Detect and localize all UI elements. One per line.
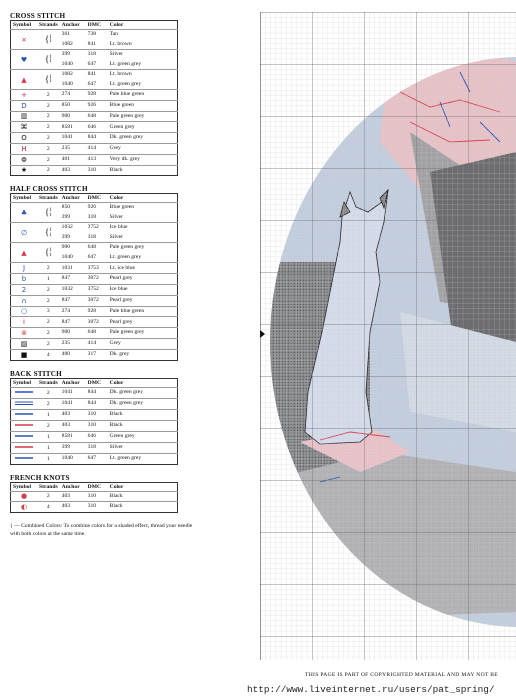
table-row bbox=[11, 243, 178, 263]
col-dmc: DMC bbox=[87, 483, 102, 490]
color-name-cell: Black bbox=[108, 502, 178, 513]
strands-cell: 2 bbox=[37, 295, 60, 306]
anchor-cell: 361 1082 bbox=[60, 30, 86, 50]
section-title: FRENCH KNOTS bbox=[10, 473, 70, 482]
cross-stitch-rows bbox=[11, 30, 178, 176]
color-name-cell: Pale green grey Lt. green grey bbox=[108, 243, 178, 263]
anchor-cell: 847 bbox=[60, 295, 86, 306]
table-row bbox=[11, 338, 178, 349]
col-dmc: DMC bbox=[87, 379, 102, 386]
color-name-cell: Pale green grey bbox=[108, 328, 178, 339]
col-symbol: Symbol bbox=[13, 483, 32, 490]
dmc-cell: 647 bbox=[86, 453, 108, 464]
cross-stitch-section bbox=[10, 12, 178, 176]
dmc-cell: 648 bbox=[86, 328, 108, 339]
stitch-symbol-icon: ♣ bbox=[11, 203, 38, 223]
dmc-cell: 3752 bbox=[86, 284, 108, 295]
anchor-cell: 900 bbox=[60, 328, 86, 339]
stitch-symbol-icon: D bbox=[11, 100, 38, 111]
backstitch-line-icon bbox=[11, 453, 38, 464]
col-anchor: Anchor bbox=[61, 22, 80, 28]
strands-cell: {1 1 bbox=[37, 223, 60, 243]
anchor-cell: 403 bbox=[60, 502, 86, 513]
strands-cell: 2 bbox=[37, 165, 60, 176]
table-row bbox=[11, 442, 178, 453]
dmc-cell: 648 bbox=[86, 111, 108, 122]
color-name-cell: Dk. green grey bbox=[108, 133, 178, 144]
dmc-cell: 413 bbox=[86, 154, 108, 165]
anchor-cell: 399 bbox=[60, 442, 86, 453]
strands-cell: 2 bbox=[37, 143, 60, 154]
dmc-cell: 646 bbox=[86, 431, 108, 442]
anchor-cell: 401 bbox=[60, 154, 86, 165]
table-row bbox=[11, 274, 178, 285]
col-color: Color bbox=[109, 483, 124, 490]
table-row bbox=[11, 90, 178, 101]
backstitch-line-icon bbox=[11, 431, 38, 442]
color-name-cell: Very dk. grey bbox=[108, 154, 178, 165]
dmc-cell: 414 bbox=[86, 338, 108, 349]
table-row bbox=[11, 317, 178, 328]
source-watermark: http://www.liveinternet.ru/users/pat_spring/ bbox=[247, 684, 495, 695]
strands-cell: 3 bbox=[37, 306, 60, 317]
strands-cell: 1 bbox=[37, 274, 60, 285]
backstitch-line-icon bbox=[11, 398, 38, 409]
strands-cell: {1 1 bbox=[37, 50, 60, 70]
stitch-symbol-icon: ● bbox=[11, 491, 38, 502]
dmc-cell: 310 bbox=[86, 491, 108, 502]
color-name-cell: Green grey bbox=[108, 122, 178, 133]
back-stitch-rows bbox=[11, 387, 178, 464]
anchor-cell: 1032 bbox=[60, 284, 86, 295]
color-name-cell: Blue green bbox=[108, 100, 178, 111]
strands-cell: 1 bbox=[37, 409, 60, 420]
strands-cell: 2 bbox=[37, 133, 60, 144]
color-name-cell: Grey bbox=[108, 143, 178, 154]
color-name-cell: Black bbox=[108, 491, 178, 502]
color-name-cell: Blue green Silver bbox=[108, 203, 178, 223]
stitch-symbol-icon: ▥ bbox=[11, 111, 38, 122]
table-row bbox=[11, 133, 178, 144]
stitch-symbol-icon: ○ bbox=[11, 306, 38, 317]
strands-cell: 2 bbox=[37, 111, 60, 122]
strands-cell: 2 bbox=[37, 317, 60, 328]
col-strands: Strands bbox=[39, 22, 58, 28]
header-row bbox=[11, 194, 178, 203]
color-name-cell: Grey bbox=[108, 338, 178, 349]
col-color: Color bbox=[109, 379, 124, 386]
dmc-cell: 844 bbox=[86, 387, 108, 398]
anchor-cell: 847 bbox=[60, 317, 86, 328]
dmc-cell: 646 bbox=[86, 122, 108, 133]
table-row bbox=[11, 111, 178, 122]
dmc-cell: 318 bbox=[86, 442, 108, 453]
strands-cell: 2 bbox=[37, 263, 60, 274]
strands-cell: 2 bbox=[37, 154, 60, 165]
color-name-cell: Ice blue bbox=[108, 284, 178, 295]
anchor-cell: 1041 bbox=[60, 133, 86, 144]
color-name-cell: Pearl grey bbox=[108, 274, 178, 285]
strands-cell: 2 bbox=[37, 338, 60, 349]
anchor-cell: 403 bbox=[60, 420, 86, 431]
stitch-symbol-icon: i bbox=[11, 317, 38, 328]
stitch-symbol-icon: ★ bbox=[11, 165, 38, 176]
table-row bbox=[11, 431, 178, 442]
strands-cell: 2 bbox=[37, 387, 60, 398]
table-row bbox=[11, 165, 178, 176]
half-cross-stitch-table bbox=[10, 193, 178, 360]
table-row bbox=[11, 284, 178, 295]
anchor-cell: 274 bbox=[60, 90, 86, 101]
dmc-cell: 414 bbox=[86, 143, 108, 154]
strands-cell: {1 1 bbox=[37, 243, 60, 263]
strands-cell: {1 1 bbox=[37, 30, 60, 50]
anchor-cell: 1040 bbox=[60, 453, 86, 464]
half-cross-stitch-rows bbox=[11, 203, 178, 360]
backstitch-line-icon bbox=[11, 387, 38, 398]
color-name-cell: Lt. ice blue bbox=[108, 263, 178, 274]
strands-cell: 4 bbox=[37, 349, 60, 360]
stitch-symbol-icon: ♥ bbox=[11, 50, 38, 70]
table-row bbox=[11, 328, 178, 339]
col-dmc: DMC bbox=[87, 195, 102, 202]
color-name-cell: Tan Lt. brown bbox=[108, 30, 178, 50]
strands-cell: {1 1 bbox=[37, 70, 60, 90]
dmc-cell: 928 bbox=[86, 306, 108, 317]
color-name-cell: Green grey bbox=[108, 431, 178, 442]
color-name-cell: Pale blue green bbox=[108, 306, 178, 317]
anchor-cell: 403 bbox=[60, 165, 86, 176]
strands-cell: 2 bbox=[37, 284, 60, 295]
backstitch-line-icon bbox=[11, 442, 38, 453]
table-row bbox=[11, 349, 178, 360]
strands-cell: 2 bbox=[37, 90, 60, 101]
cross-stitch-table bbox=[10, 20, 178, 176]
stitch-symbol-icon: ■ bbox=[11, 349, 38, 360]
anchor-cell: 235 bbox=[60, 143, 86, 154]
color-name-cell: Silver bbox=[108, 442, 178, 453]
col-color: Color bbox=[109, 195, 124, 202]
table-row bbox=[11, 143, 178, 154]
stitch-symbol-icon: ∩ bbox=[11, 295, 38, 306]
strands-cell: 2 bbox=[37, 122, 60, 133]
french-knots-table bbox=[10, 482, 178, 514]
col-symbol: Symbol bbox=[13, 379, 32, 386]
table-row bbox=[11, 263, 178, 274]
strands-cell: 2 bbox=[37, 398, 60, 409]
half-cross-stitch-section bbox=[10, 185, 178, 360]
stitch-symbol-icon: ∅ bbox=[11, 223, 38, 243]
anchor-cell: 900 1040 bbox=[60, 243, 86, 263]
dmc-cell: 317 bbox=[86, 349, 108, 360]
anchor-cell: 1082 1040 bbox=[60, 70, 86, 90]
backstitch-line-icon bbox=[11, 420, 38, 431]
stitch-symbol-icon: ▲ bbox=[11, 70, 38, 90]
color-name-cell: Pearl grey bbox=[108, 295, 178, 306]
section-title: BACK STITCH bbox=[10, 369, 62, 378]
anchor-cell: 400 bbox=[60, 349, 86, 360]
table-row bbox=[11, 100, 178, 111]
french-knots-section bbox=[10, 474, 178, 514]
table-row bbox=[11, 223, 178, 243]
color-name-cell: Black bbox=[108, 420, 178, 431]
color-name-cell: Pearl grey bbox=[108, 317, 178, 328]
back-stitch-table bbox=[10, 378, 178, 465]
copyright-footer: THIS PAGE IS PART OF COPYRIGHTED MATERIAL AND MAY NOT BE bbox=[305, 672, 498, 678]
anchor-cell: 235 bbox=[60, 338, 86, 349]
header-row bbox=[11, 482, 178, 491]
dmc-cell: 310 bbox=[86, 165, 108, 176]
table-row bbox=[11, 387, 178, 398]
header-row bbox=[11, 21, 178, 30]
anchor-cell: 274 bbox=[60, 306, 86, 317]
color-name-cell: Pale green grey bbox=[108, 111, 178, 122]
dmc-cell: 310 bbox=[86, 502, 108, 513]
table-row bbox=[11, 295, 178, 306]
anchor-cell: 8581 bbox=[60, 431, 86, 442]
strands-cell: 1 bbox=[37, 431, 60, 442]
col-strands: Strands bbox=[39, 379, 58, 386]
cross-stitch-chart bbox=[260, 12, 516, 660]
color-name-cell: Pale blue green bbox=[108, 90, 178, 101]
dmc-cell: 3072 bbox=[86, 295, 108, 306]
table-row bbox=[11, 491, 178, 502]
anchor-cell: 1031 bbox=[60, 263, 86, 274]
combined-colors-note: { — Combined Colors: To combine colors for a shaded effect, thread your needle with both colors at the same time. bbox=[10, 523, 193, 538]
back-stitch-section bbox=[10, 370, 178, 465]
stitch-symbol-icon: Φ bbox=[11, 154, 38, 165]
col-anchor: Anchor bbox=[61, 483, 80, 490]
stitch-symbol-icon: b bbox=[11, 274, 38, 285]
color-name-cell: Ice blue Silver bbox=[108, 223, 178, 243]
dmc-cell: 841 647 bbox=[86, 70, 108, 90]
table-row bbox=[11, 154, 178, 165]
color-name-cell: Black bbox=[108, 165, 178, 176]
strands-cell: 2 bbox=[37, 420, 60, 431]
strands-cell: {1 1 bbox=[37, 203, 60, 223]
table-row bbox=[11, 50, 178, 70]
color-name-cell: Dk. grey bbox=[108, 349, 178, 360]
color-name-cell: Dk. green grey bbox=[108, 398, 178, 409]
stitch-symbol-icon: J bbox=[11, 263, 38, 274]
anchor-cell: 1032 399 bbox=[60, 223, 86, 243]
stitch-symbol-icon: ⌘ bbox=[11, 122, 38, 133]
stitch-symbol-icon: H bbox=[11, 143, 38, 154]
stitch-symbol-icon: ▨ bbox=[11, 338, 38, 349]
stitch-symbol-icon: O bbox=[11, 133, 38, 144]
table-row bbox=[11, 30, 178, 50]
color-key-legend bbox=[10, 12, 193, 538]
dmc-cell: 926 bbox=[86, 100, 108, 111]
col-dmc: DMC bbox=[87, 22, 102, 28]
dmc-cell: 738 841 bbox=[86, 30, 108, 50]
table-row bbox=[11, 122, 178, 133]
anchor-cell: 900 bbox=[60, 111, 86, 122]
anchor-cell: 850 399 bbox=[60, 203, 86, 223]
col-strands: Strands bbox=[39, 195, 58, 202]
anchor-cell: 403 bbox=[60, 491, 86, 502]
table-row bbox=[11, 70, 178, 90]
dmc-cell: 844 bbox=[86, 133, 108, 144]
anchor-cell: 1041 bbox=[60, 387, 86, 398]
anchor-cell: 399 1040 bbox=[60, 50, 86, 70]
color-name-cell: Dk. green grey bbox=[108, 387, 178, 398]
stitch-symbol-icon: × bbox=[11, 30, 38, 50]
strands-cell: 1 bbox=[37, 453, 60, 464]
color-name-cell: Lt. green grey bbox=[108, 453, 178, 464]
color-name-cell: Black bbox=[108, 409, 178, 420]
strands-cell: 2 bbox=[37, 491, 60, 502]
strands-cell: 4 bbox=[37, 502, 60, 513]
backstitch-line-icon bbox=[11, 409, 38, 420]
col-anchor: Anchor bbox=[61, 195, 80, 202]
stitch-symbol-icon: + bbox=[11, 90, 38, 101]
col-strands: Strands bbox=[39, 483, 58, 490]
anchor-cell: 403 bbox=[60, 409, 86, 420]
stitch-symbol-icon: 2 bbox=[11, 284, 38, 295]
dmc-cell: 3072 bbox=[86, 274, 108, 285]
chart-grid-svg bbox=[260, 12, 516, 660]
dmc-cell: 926 318 bbox=[86, 203, 108, 223]
col-anchor: Anchor bbox=[61, 379, 80, 386]
col-symbol: Symbol bbox=[13, 195, 32, 202]
table-row bbox=[11, 453, 178, 464]
table-row bbox=[11, 306, 178, 317]
dmc-cell: 648 647 bbox=[86, 243, 108, 263]
anchor-cell: 8581 bbox=[60, 122, 86, 133]
dmc-cell: 928 bbox=[86, 90, 108, 101]
anchor-cell: 850 bbox=[60, 100, 86, 111]
anchor-cell: 1041 bbox=[60, 398, 86, 409]
dmc-cell: 310 bbox=[86, 409, 108, 420]
section-title: HALF CROSS STITCH bbox=[10, 185, 88, 194]
col-color: Color bbox=[109, 22, 124, 28]
col-symbol: Symbol bbox=[13, 22, 32, 28]
color-name-cell: Silver Lt. green grey bbox=[108, 50, 178, 70]
stitch-symbol-icon: ▲ bbox=[11, 243, 38, 263]
table-row bbox=[11, 398, 178, 409]
strands-cell: 2 bbox=[37, 328, 60, 339]
dmc-cell: 844 bbox=[86, 398, 108, 409]
strands-cell: 2 bbox=[37, 100, 60, 111]
dmc-cell: 3752 318 bbox=[86, 223, 108, 243]
dmc-cell: 318 647 bbox=[86, 50, 108, 70]
table-row bbox=[11, 502, 178, 513]
french-knots-rows bbox=[11, 491, 178, 513]
dmc-cell: 3753 bbox=[86, 263, 108, 274]
color-name-cell: Lt. brown Lt. green grey bbox=[108, 70, 178, 90]
section-title: CROSS STITCH bbox=[10, 12, 66, 20]
table-row bbox=[11, 203, 178, 223]
table-row bbox=[11, 409, 178, 420]
header-row bbox=[11, 378, 178, 387]
dmc-cell: 310 bbox=[86, 420, 108, 431]
anchor-cell: 847 bbox=[60, 274, 86, 285]
strands-cell: 1 bbox=[37, 442, 60, 453]
dmc-cell: 3072 bbox=[86, 317, 108, 328]
stitch-symbol-icon: ◐ bbox=[11, 502, 38, 513]
table-row bbox=[11, 420, 178, 431]
stitch-symbol-icon: ⊗ bbox=[11, 328, 38, 339]
